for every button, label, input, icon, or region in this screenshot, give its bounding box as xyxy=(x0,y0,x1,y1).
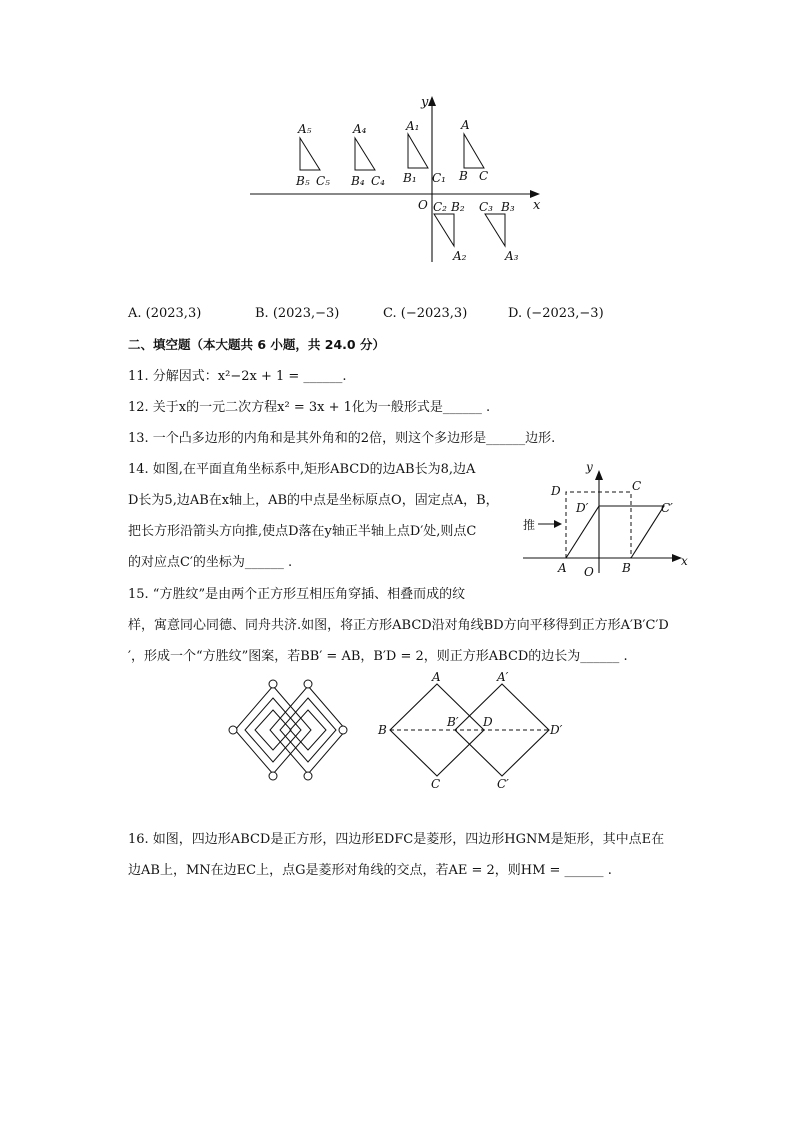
choice-b[interactable]: B. (2023,−3) xyxy=(255,306,340,321)
label-C: C xyxy=(479,169,489,183)
question-14-line4: 的对应点C′的坐标为______ . xyxy=(128,555,293,570)
choice-d[interactable]: D. (−2023,−3) xyxy=(508,306,604,321)
question-11: 11. 分解因式：x²−2x + 1 = ______. xyxy=(128,369,347,384)
question-12: 12. 关于x的一元二次方程x² = 3x + 1化为一般形式是______ . xyxy=(128,400,491,415)
label-B2: B₂ xyxy=(451,200,465,214)
axis-y-label: y xyxy=(421,95,429,110)
question-15-line1: 15. “方胜纹”是由两个正方形互相压角穿插、相叠而成的纹 xyxy=(128,587,466,602)
fig14-label-C: C xyxy=(632,479,642,493)
question-14-line1: 14. 如图,在平面直角坐标系中,矩形ABCD的边AB长为8,边A xyxy=(128,462,476,477)
fig14-label-Dp: D′ xyxy=(576,501,589,515)
fig14-label-A: A xyxy=(558,561,567,575)
label-A1: A₁ xyxy=(406,119,420,133)
fig14-axis-y: y xyxy=(586,460,593,474)
label-B5: B₅ xyxy=(296,174,310,188)
triangle-5 xyxy=(300,138,320,170)
triangle-0 xyxy=(464,134,484,168)
label-C5: C₅ xyxy=(316,174,330,188)
question-16-line2: 边AB上，MN在边EC上，点G是菱形对角线的交点，若AE = 2，则HM = ______ . xyxy=(128,863,612,878)
label-B3: B₃ xyxy=(501,200,515,214)
fig15-label-C: C xyxy=(431,777,441,791)
fig14-label-O: O xyxy=(584,565,594,579)
push-label: 推 xyxy=(523,518,536,532)
label-C4: C₄ xyxy=(371,174,385,188)
figure-rectangle-push xyxy=(518,458,693,583)
label-A5: A₅ xyxy=(298,122,312,136)
fig15-label-Ap: A′ xyxy=(497,670,509,684)
label-C3: C₃ xyxy=(479,200,493,214)
label-C2: C₂ xyxy=(433,200,447,214)
fig14-axis-x: x xyxy=(681,554,688,568)
fig15-label-D: D xyxy=(483,715,493,729)
figure-fangsheng-pattern xyxy=(225,676,350,786)
label-B: B xyxy=(459,169,468,183)
triangle-4 xyxy=(355,138,375,170)
label-B1: B₁ xyxy=(403,171,417,185)
triangle-2 xyxy=(434,214,454,246)
question-13: 13. 一个凸多边形的内角和是其外角和的2倍，则这个多边形是______边形. xyxy=(128,431,556,446)
fig14-label-Cp: C′ xyxy=(661,501,673,515)
fig15-label-B: B xyxy=(378,723,387,737)
fig15-label-A: A xyxy=(432,670,441,684)
fig14-label-B: B xyxy=(622,561,631,575)
fig14-label-D: D xyxy=(551,484,561,498)
label-A2: A₂ xyxy=(453,249,467,263)
origin-label: O xyxy=(418,198,428,212)
figure-triangles xyxy=(245,92,555,272)
label-A3: A₃ xyxy=(505,249,519,263)
question-14-line3: 把长方形沿箭头方向推,使点D落在y轴正半轴上点D′处,则点C xyxy=(128,524,477,539)
label-A4: A₄ xyxy=(353,122,367,136)
section-title: 二、填空题（本大题共 6 小题，共 24.0 分） xyxy=(128,337,385,352)
fig15-label-Bp: B′ xyxy=(447,715,459,729)
question-16-line1: 16. 如图，四边形ABCD是正方形，四边形EDFC是菱形，四边形HGNM是矩形，其中点E在 xyxy=(128,832,665,847)
fig15-label-Dp: D′ xyxy=(550,723,563,737)
axis-x-label: x xyxy=(533,198,541,213)
label-B4: B₄ xyxy=(351,174,365,188)
triangle-1 xyxy=(408,134,428,168)
question-15-line3: ′，形成一个“方胜纹”图案，若BB′ = AB，B′D = 2，则正方形ABCD的边长为______ . xyxy=(128,649,628,664)
question-14-line2: D长为5,边AB在x轴上，AB的中点是坐标原点O，固定点A，B， xyxy=(128,493,499,508)
question-15-line2: 样，寓意同心同德、同舟共济.如图，将正方形ABCD沿对角线BD方向平移得到正方形A′B′C′D xyxy=(128,618,669,633)
fig15-label-Cp: C′ xyxy=(497,777,509,791)
figure-two-squares xyxy=(375,668,575,796)
triangle-3 xyxy=(485,214,505,246)
label-C1: C₁ xyxy=(432,171,446,185)
choice-a[interactable]: A. (2023,3) xyxy=(128,306,202,321)
label-A: A xyxy=(461,118,470,132)
choice-c[interactable]: C. (−2023,3) xyxy=(383,306,468,321)
